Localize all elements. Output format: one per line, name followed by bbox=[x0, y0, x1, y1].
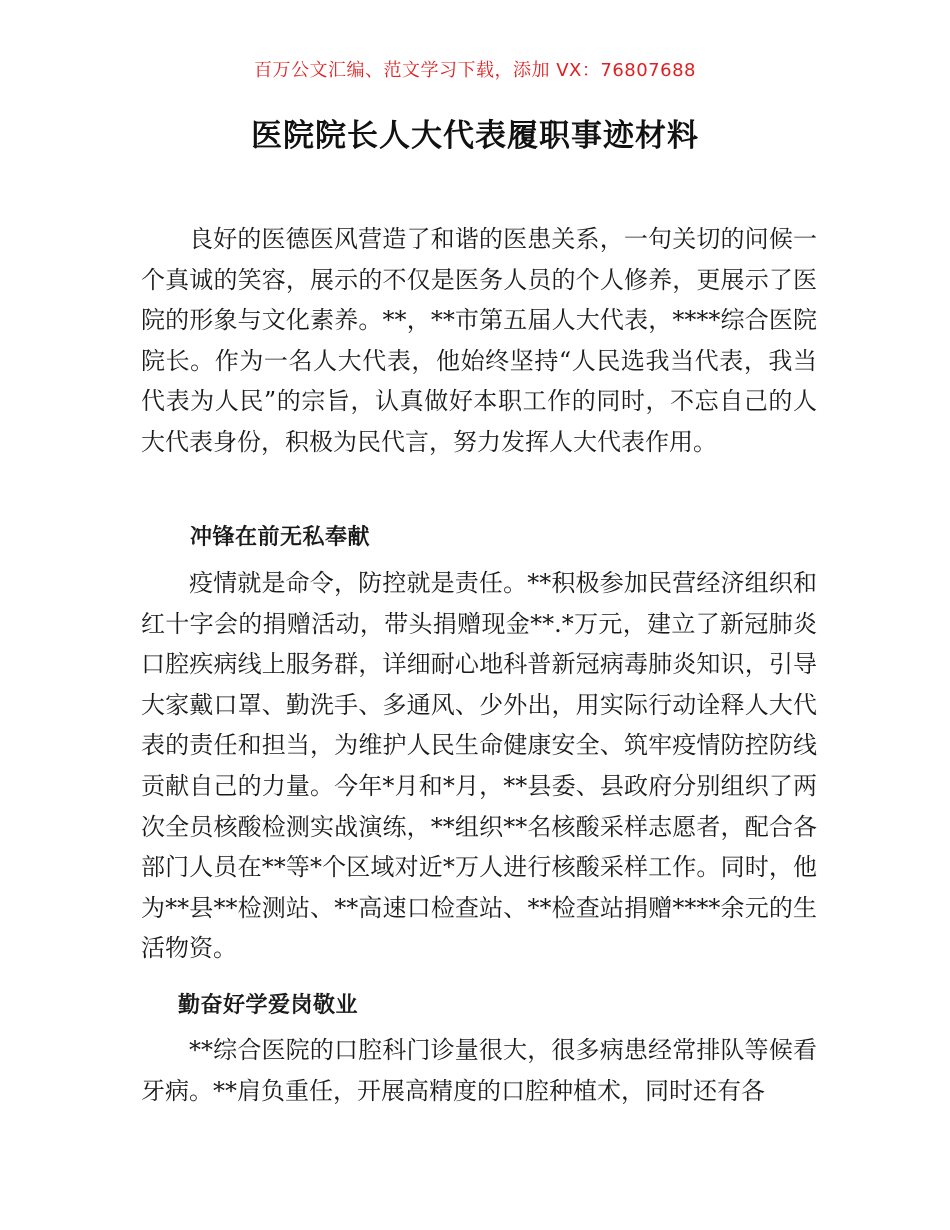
page-title: 医院院长人大代表履职事迹材料 bbox=[251, 118, 699, 154]
section-heading-2: 勤奋好学爱岗敬业 bbox=[178, 993, 359, 1018]
paragraph-section-2: **综合医院的口腔科门诊量很大，很多病患经常排队等候看牙病。**肩负重任，开展高精度的口腔种植术，同时还有各 bbox=[141, 1036, 817, 1105]
section-heading-1: 冲锋在前无私奉献 bbox=[190, 525, 371, 550]
paragraph-section-1: 疫情就是命令，防控就是责任。**积极参加民营经济组织和红十字会的捐赠活动，带头捐赠现金**.*万元，建立了新冠肺炎口腔疾病线上服务群，详细耐心地科普新冠病毒肺炎知识，引导大家戴口罩、勤洗手、多通风、少外出，用实际行动诠释人大代表的责任和担当，为维护人民生命健康安全、筑牢疫情防控防线贡献自己的力量。今年*月和*月，**县委、县政府分别组织了两次全员核酸检测实战演练，**组织**名核酸采样志愿者，配合各部门人员在**等*个区域对近*万人进行核酸采样工作。同时，他为**县**检测站、**高速口检查站、**检查站捐赠****余元的生活物资。 bbox=[141, 569, 817, 963]
paragraph-intro: 良好的医德医风营造了和谐的医患关系，一句关切的问候一个真诚的笑容，展示的不仅是医务人员的个人修养，更展示了医院的形象与文化素养。**，**市第五届人大代表，****综合医院院长。作为一名人大代表，他始终坚持“人民选我当代表，我当代表为人民”的宗旨，认真做好本职工作的同时，不忘自己的人大代表身份，积极为民代言，努力发挥人大代表作用。 bbox=[141, 225, 817, 456]
watermark-text: 百万公文汇编、范文学习下载，添加 VX：76807688 bbox=[254, 60, 696, 81]
